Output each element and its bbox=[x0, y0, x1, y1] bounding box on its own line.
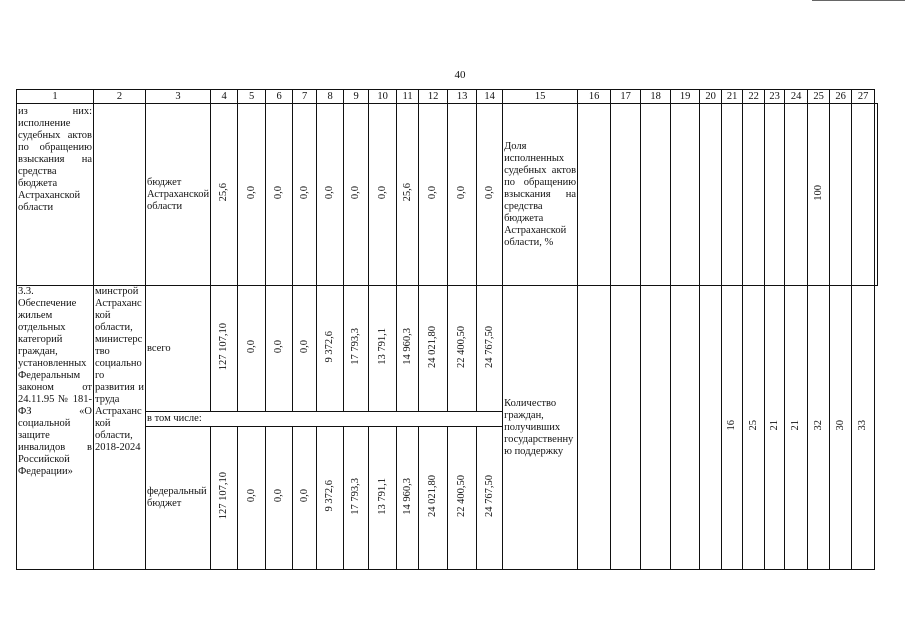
value-cell: 25,6 bbox=[211, 104, 238, 286]
target-cell: 33 bbox=[852, 286, 875, 570]
target-cell bbox=[785, 104, 808, 286]
value-cell: 127 107,10 bbox=[211, 427, 238, 570]
col-header: 25 bbox=[808, 90, 830, 104]
col-header: 9 bbox=[344, 90, 369, 104]
target-cell: 16 bbox=[722, 286, 743, 570]
value-cell: 0,0 bbox=[419, 104, 448, 286]
target-cell bbox=[641, 286, 671, 570]
indicator-name: Количество граждан, получивших государственную поддержку bbox=[503, 286, 578, 570]
target-cell bbox=[852, 104, 875, 286]
target-cell: 32 bbox=[808, 286, 830, 570]
value-cell: 0,0 bbox=[293, 104, 317, 286]
col-header: 24 bbox=[785, 90, 808, 104]
target-cell bbox=[611, 286, 641, 570]
value-cell: 24 021,80 bbox=[419, 286, 448, 412]
funding-source: бюджет Астраханской области bbox=[146, 104, 211, 286]
page-number: 40 bbox=[454, 69, 466, 81]
target-cell bbox=[671, 104, 700, 286]
table-row-total bbox=[17, 286, 878, 412]
target-cell bbox=[611, 104, 641, 286]
col-header: 23 bbox=[765, 90, 785, 104]
target-cell bbox=[578, 286, 611, 570]
col-header: 27 bbox=[852, 90, 875, 104]
value-cell: 0,0 bbox=[266, 104, 293, 286]
funding-source: федеральный бюджет bbox=[146, 427, 211, 570]
col-header: 4 bbox=[211, 90, 238, 104]
col-header: 15 bbox=[503, 90, 578, 104]
value-cell: 17 793,3 bbox=[344, 286, 369, 412]
target-cell bbox=[765, 104, 785, 286]
indicator-name: Доля исполненных судебных актов по обращению взыскания на средства бюджета Астраханской области, % bbox=[503, 104, 578, 286]
col-header: 21 bbox=[722, 90, 743, 104]
value-cell: 25,6 bbox=[397, 104, 419, 286]
value-cell: 13 791,1 bbox=[369, 427, 397, 570]
target-cell bbox=[578, 104, 611, 286]
col-header: 18 bbox=[641, 90, 671, 104]
target-cell bbox=[641, 104, 671, 286]
value-cell: 14 960,3 bbox=[397, 427, 419, 570]
col-header: 20 bbox=[700, 90, 722, 104]
executor-cell: минстрой Астраханской области, министерство социального развития и труда Астраханской области, 2018-2024 bbox=[94, 286, 146, 570]
col-header: 17 bbox=[611, 90, 641, 104]
value-cell: 0,0 bbox=[369, 104, 397, 286]
col-header: 12 bbox=[419, 90, 448, 104]
col-header: 2 bbox=[94, 90, 146, 104]
value-cell: 24 767,50 bbox=[477, 427, 503, 570]
col-header: 8 bbox=[317, 90, 344, 104]
target-cell: 25 bbox=[743, 286, 765, 570]
value-cell: 0,0 bbox=[238, 286, 266, 412]
target-cell bbox=[700, 286, 722, 570]
value-cell: 13 791,1 bbox=[369, 286, 397, 412]
col-header: 5 bbox=[238, 90, 266, 104]
value-cell: 0,0 bbox=[266, 286, 293, 412]
col-header: 11 bbox=[397, 90, 419, 104]
including-label: в том числе: bbox=[146, 412, 503, 427]
column-numbers-row bbox=[17, 90, 878, 104]
value-cell: 0,0 bbox=[238, 104, 266, 286]
value-cell: 24 021,80 bbox=[419, 427, 448, 570]
value-cell: 24 767,50 bbox=[477, 286, 503, 412]
value-cell: 0,0 bbox=[293, 286, 317, 412]
value-cell: 0,0 bbox=[448, 104, 477, 286]
target-cell bbox=[875, 104, 878, 286]
value-cell: 9 372,6 bbox=[317, 286, 344, 412]
col-header: 3 bbox=[146, 90, 211, 104]
target-cell: 30 bbox=[830, 286, 852, 570]
col-header: 13 bbox=[448, 90, 477, 104]
target-cell bbox=[830, 104, 852, 286]
item-name: из них: исполнение судебных актов по обращению взыскания на средства бюджета Астраханской области bbox=[17, 104, 94, 286]
top-rule bbox=[812, 0, 905, 1]
col-header: 19 bbox=[671, 90, 700, 104]
value-cell: 0,0 bbox=[317, 104, 344, 286]
col-header: 22 bbox=[743, 90, 765, 104]
value-cell: 0,0 bbox=[266, 427, 293, 570]
col-header: 7 bbox=[293, 90, 317, 104]
value-cell: 17 793,3 bbox=[344, 427, 369, 570]
target-cell bbox=[722, 104, 743, 286]
value-cell: 127 107,10 bbox=[211, 286, 238, 412]
value-cell: 22 400,50 bbox=[448, 427, 477, 570]
value-cell: 22 400,50 bbox=[448, 286, 477, 412]
col-header: 10 bbox=[369, 90, 397, 104]
target-cell bbox=[743, 104, 765, 286]
col-header: 6 bbox=[266, 90, 293, 104]
value-cell: 9 372,6 bbox=[317, 427, 344, 570]
target-cell: 100 bbox=[808, 104, 830, 286]
col-header: 16 bbox=[578, 90, 611, 104]
value-cell: 0,0 bbox=[293, 427, 317, 570]
table-row-court-acts bbox=[17, 104, 878, 286]
col-header: 14 bbox=[477, 90, 503, 104]
value-cell: 14 960,3 bbox=[397, 286, 419, 412]
funding-source: всего bbox=[146, 286, 211, 412]
col-header: 1 bbox=[17, 90, 94, 104]
col-header: 26 bbox=[830, 90, 852, 104]
target-cell bbox=[671, 286, 700, 570]
target-cell: 21 bbox=[765, 286, 785, 570]
value-cell: 0,0 bbox=[477, 104, 503, 286]
value-cell: 0,0 bbox=[344, 104, 369, 286]
target-cell: 21 bbox=[785, 286, 808, 570]
value-cell: 0,0 bbox=[238, 427, 266, 570]
target-cell bbox=[700, 104, 722, 286]
executor-cell bbox=[94, 104, 146, 286]
item-name: 3.3. Обеспечение жильем отдельных категорий граждан, установленных Федеральным законом от 24.11.95 № 181-ФЗ «О социальной защите инвалидов в Российской Федерации» bbox=[17, 286, 94, 570]
program-table bbox=[16, 89, 878, 570]
